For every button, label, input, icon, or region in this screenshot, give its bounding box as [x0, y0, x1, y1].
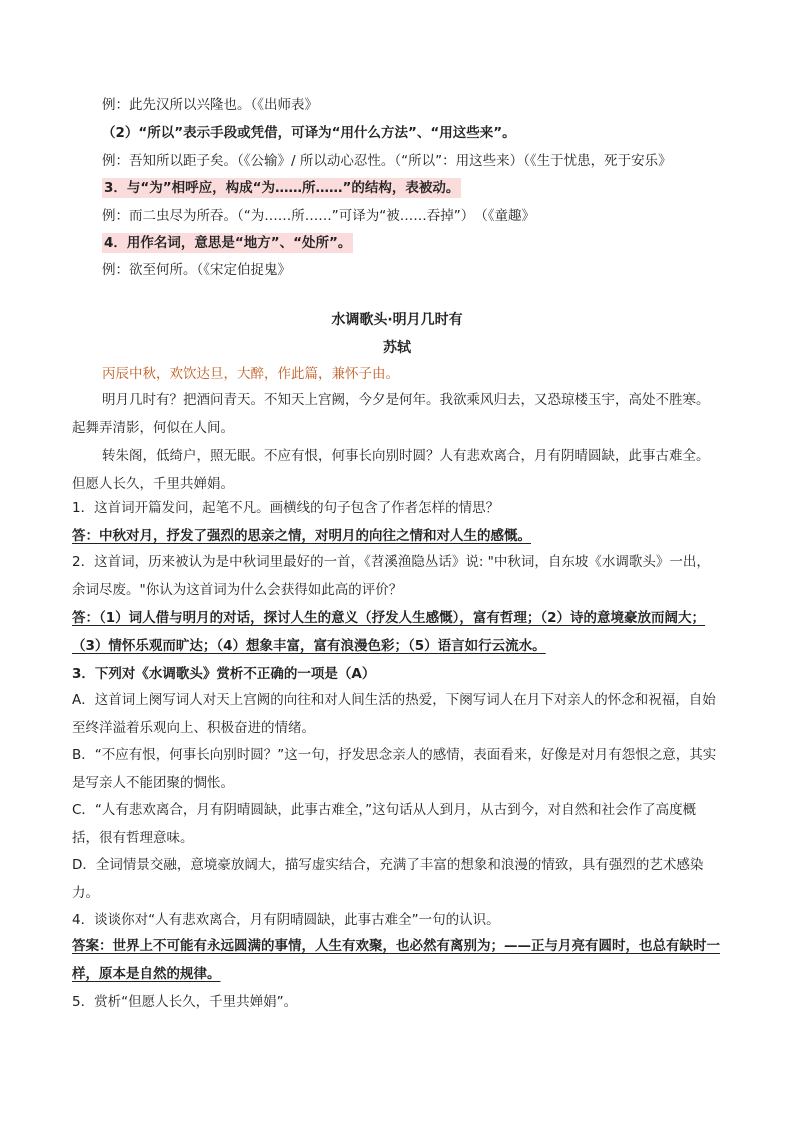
rule-3-heading	[102, 178, 461, 198]
rule-4-heading	[102, 233, 353, 253]
poem-preface: 丙辰中秋，欢饮达旦，大醉，作此篇，兼怀子由。	[102, 366, 399, 382]
example-line: 例：此先汉所以兴隆也。（《出师表》	[102, 97, 318, 113]
question-5: 5．赏析“但愿人长久，千里共婵娟”。	[72, 994, 298, 1010]
poem-stanza-1: 明月几时有？把酒问青天。不知天上宫阙，今夕是何年。我欲乘风归去，又恐琼楼玉宇，高处不胜寒。起舞弄清影，何似在人间。	[72, 392, 710, 436]
poem-title: 水调歌头·明月几时有	[331, 312, 463, 328]
example-line: 例：欲至何所。（《宋定伯捉鬼》	[102, 262, 291, 278]
answer-2: 答：（1）词人借与明月的对话，探讨人生的意义（抒发人生感慨），富有哲理；（2）诗的意境豪放而阔大；（3）情怀乐观而旷达；（4）想象丰富，富有浪漫色彩；（5）语言如行云流水。	[72, 610, 706, 654]
example-line: 例：而二虫尽为所吞。（“为……所……”可译为“被……吞掉”） （《童趣》	[102, 208, 535, 224]
option-c: C．“人有悲欢离合，月有阴晴圆缺，此事古难全，”这句话从人到月，从古到今，对自然和社会作了高度概括，很有哲理意味。	[72, 802, 697, 846]
poem-author: 苏轼	[383, 340, 411, 356]
answer-1: 答：中秋对月，抒发了强烈的思亲之情，对明月的向往之情和对人生的感慨。	[72, 528, 531, 544]
question-1: 1．这首词开篇发问，起笔不凡。画横线的句子包含了作者怎样的情思？	[72, 500, 500, 516]
option-b: B．“不应有恨，何事长向别时圆？”这一句，抒发思念亲人的感情，表面看来，好像是对月有怨恨之意，其实是写亲人不能团聚的惆怅。	[72, 747, 717, 791]
option-d: D．全词情景交融，意境豪放阔大，描写虚实结合，充满了丰富的想象和浪漫的情致，具有强烈的艺术感染力。	[72, 857, 704, 901]
question-3: 3．下列对《水调歌头》赏析不正确的一项是（A）	[72, 666, 376, 682]
question-2: 2．这首词，历来被认为是中秋词里最好的一首，《苕溪渔隐丛话》说: "中秋词，自东坡《水调歌头》一出，余词尽废。"你认为这首词为什么会获得如此高的评价？	[72, 554, 710, 598]
answer-4: 答案：世界上不可能有永远圆满的事情，人生有欢聚，也必然有离别为；——正与月亮有圆时，也总有缺时一样，原本是自然的规律。	[72, 938, 720, 982]
highlight: 3．与“为”相呼应，构成“为……所……”的结构，表被动。	[104, 180, 460, 196]
example-line: 例：吾知所以距子矣。（《公输》/ 所以动心忍性。（“所以”：用这些来）（《生于忧患，死于安乐》	[102, 153, 672, 169]
rule-2-heading: （2）“所以”表示手段或凭借，可译为“用什么方法”、“用这些来”。	[102, 125, 516, 141]
option-a: A．这首词上阕写词人对天上宫阙的向往和对人间生活的热爱，下阕写词人在月下对亲人的怀念和祝福，自始至终洋溢着乐观向上、积极奋进的情绪。	[72, 692, 716, 736]
question-4: 4．谈谈你对“人有悲欢离合，月有阴晴圆缺，此事古难全”一句的认识。	[72, 912, 500, 928]
highlight: 4．用作名词，意思是“地方”、“处所”。	[104, 235, 352, 251]
poem-stanza-2: 转朱阁，低绮户，照无眠。不应有恨，何事长向别时圆？人有悲欢离合，月有阴晴圆缺，此事古难全。但愿人长久，千里共婵娟。	[72, 448, 710, 492]
